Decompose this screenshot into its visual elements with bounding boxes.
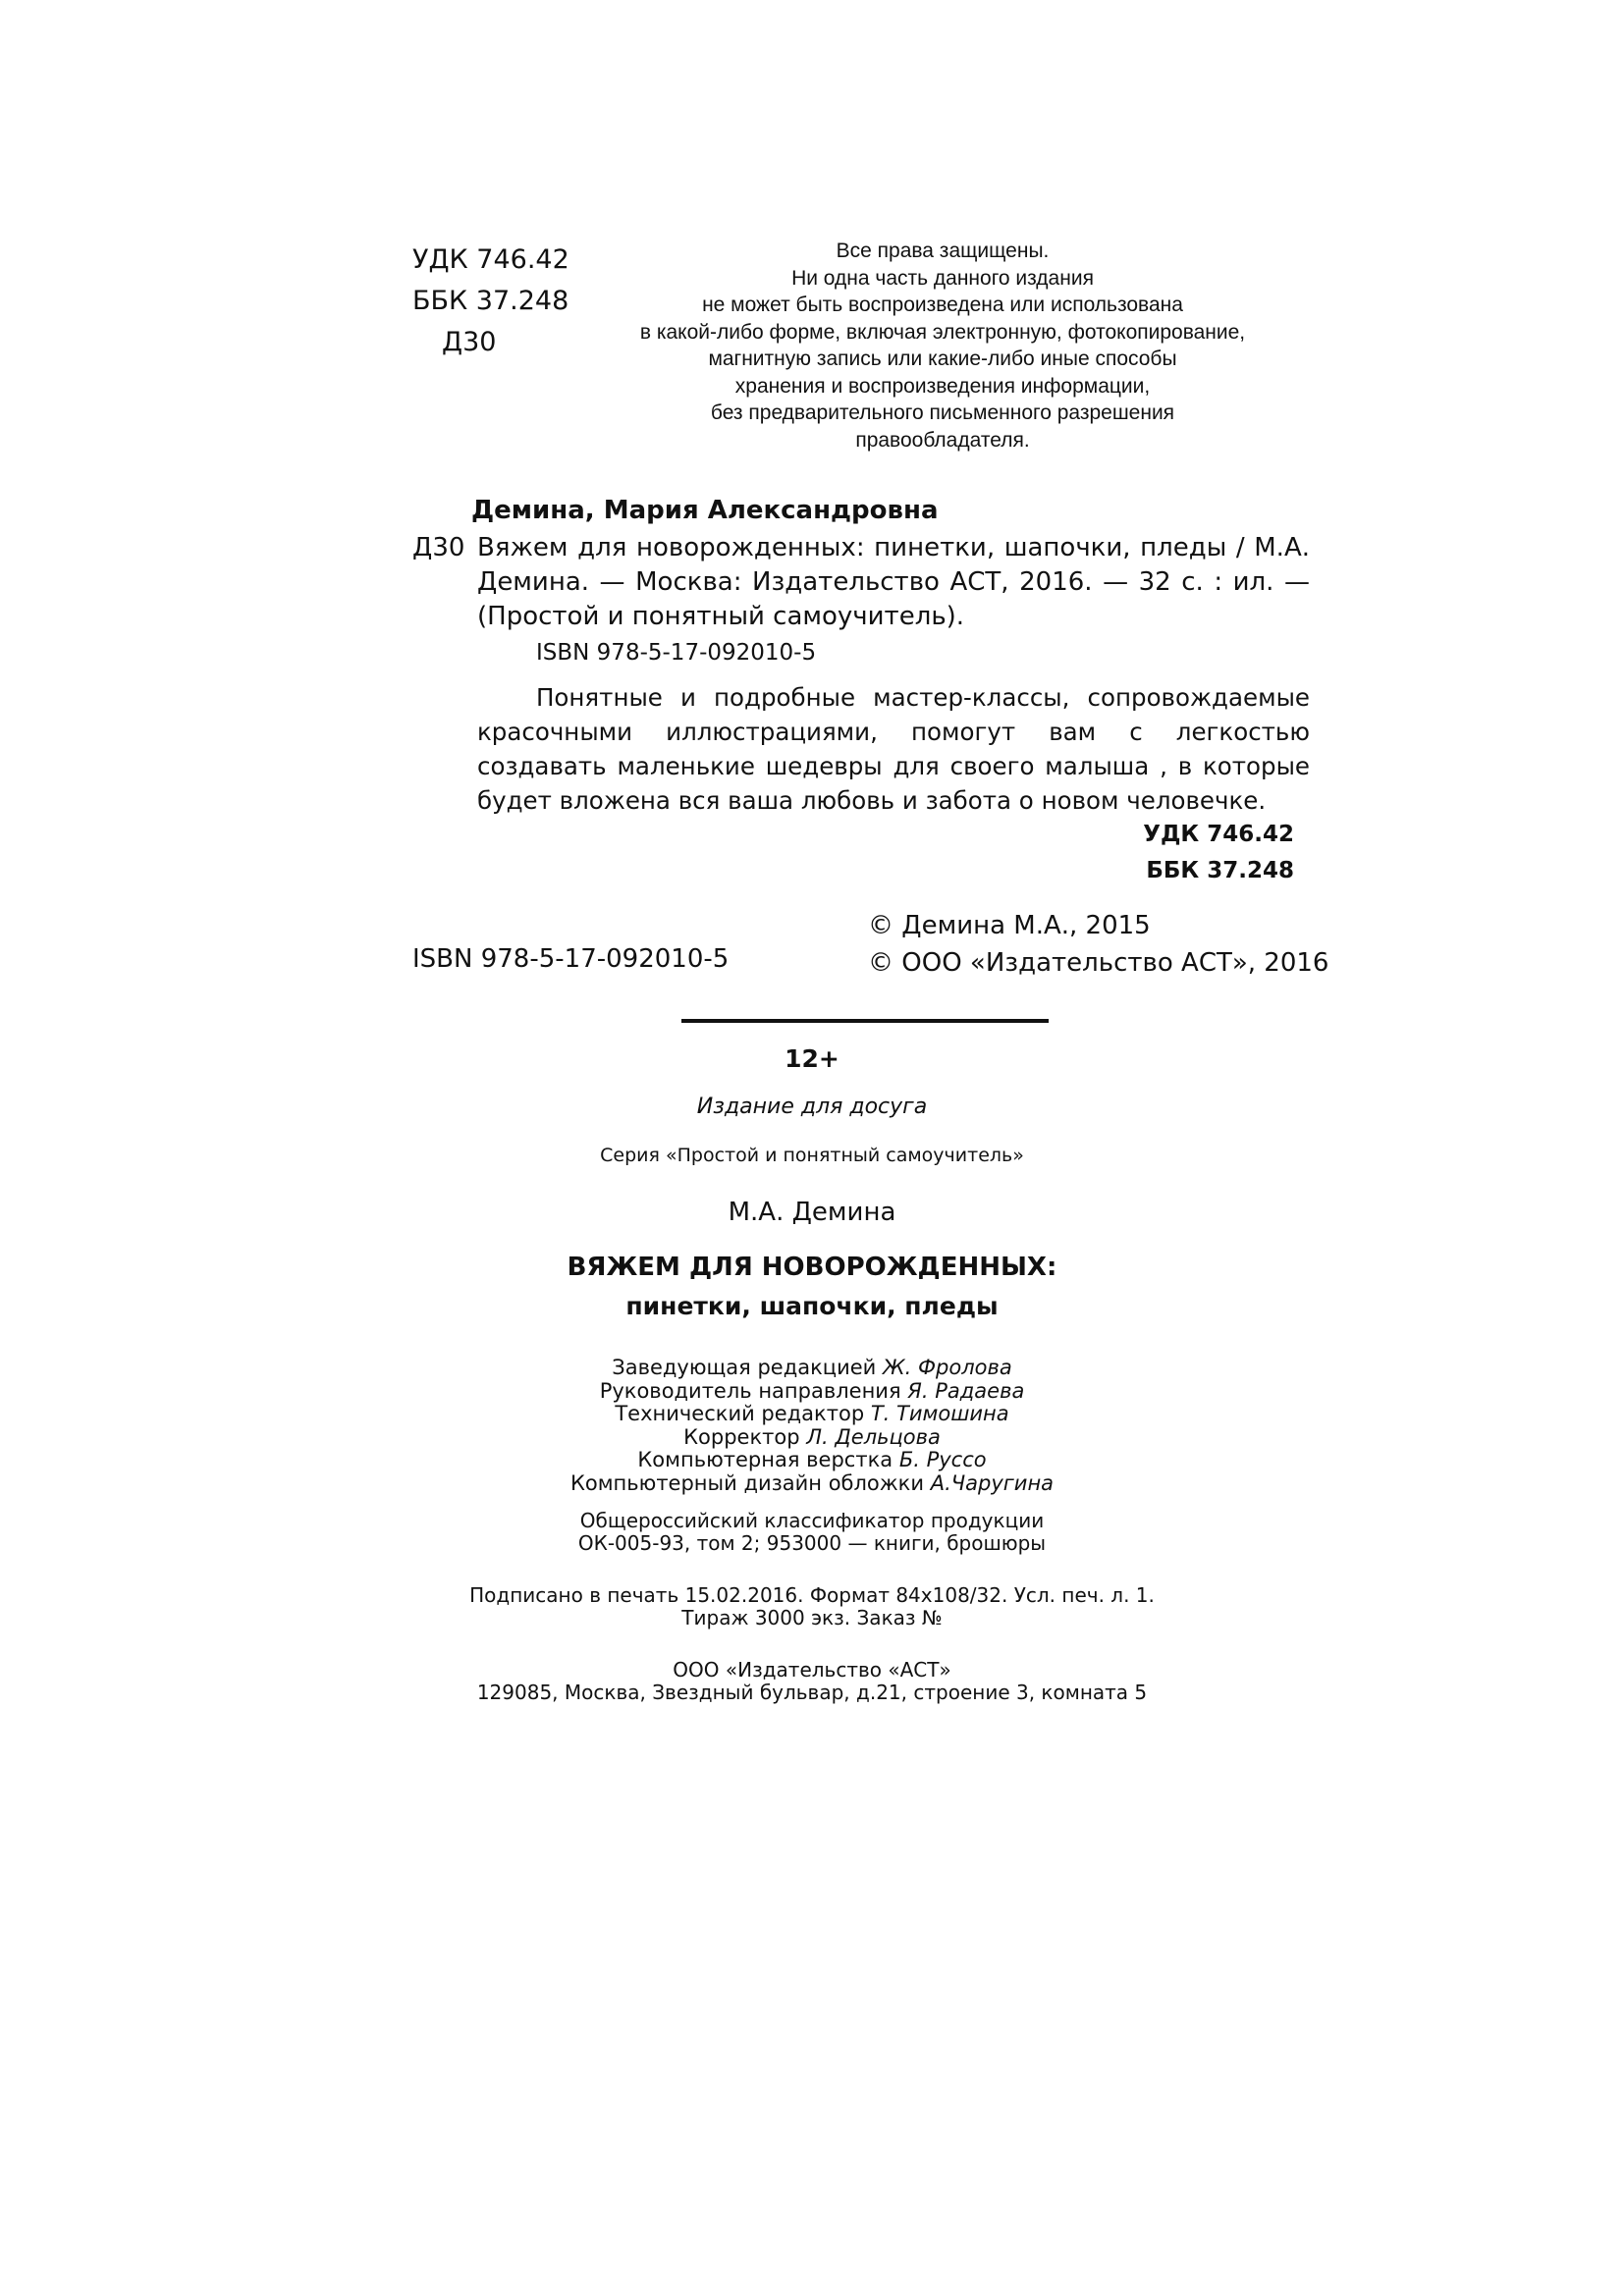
staff-person: Л. Дельцова — [806, 1424, 941, 1449]
record-author-heading: Демина, Мария Александровна — [471, 496, 939, 525]
staff-role: Корректор — [683, 1424, 800, 1449]
classification-codes — [412, 240, 569, 363]
rights-line: хранения и воспроизведения информации, — [734, 374, 1151, 398]
staff-role: Заведующая редакцией — [612, 1356, 877, 1379]
record-codes — [1070, 817, 1294, 889]
staff-person: Ж. Фролова — [882, 1356, 1012, 1379]
rights-line: не может быть воспроизведена или использована — [702, 294, 1183, 316]
staff-role: Компьютерный дизайн обложки — [569, 1470, 925, 1495]
book-subtitle: пинетки, шапочки, пледы — [625, 1292, 999, 1320]
rights-line: в какой-либо форме, включая электронную, фотокопирование, — [639, 320, 1246, 344]
rights-line: правообладателя. — [855, 428, 1030, 452]
copyright-publisher: © ООО «Издательство АСТ», 2016 — [868, 948, 1329, 978]
rights-line: магнитную запись или какие-либо иные способы — [708, 347, 1177, 370]
staff-person: А.Чаругина — [930, 1470, 1055, 1495]
printing-info — [0, 1584, 1624, 1629]
record-code: Д30 — [412, 533, 465, 562]
rights-notice — [579, 238, 1306, 454]
printing-line: Тираж 3000 экз. Заказ № — [681, 1606, 943, 1629]
classifier-line: Общероссийский классификатор продукции — [579, 1509, 1045, 1532]
staff-role: Компьютерная верстка — [637, 1448, 893, 1472]
book-title: ВЯЖЕМ ДЛЯ НОВОРОЖДЕННЫХ: — [567, 1253, 1057, 1282]
rights-line: без предварительного письменного разрешения — [710, 401, 1175, 424]
publisher-info — [0, 1659, 1624, 1704]
section-divider — [681, 1019, 1049, 1023]
record-isbn: ISBN 978-5-17-092010-5 — [536, 640, 817, 666]
main-isbn: ISBN 978-5-17-092010-5 — [412, 944, 730, 974]
staff-person: Я. Радаева — [907, 1378, 1025, 1403]
publisher-line: 129085, Москва, Звездный бульвар, д.21, строение 3, комната 5 — [476, 1681, 1148, 1704]
staff-role: Руководитель направления — [599, 1378, 901, 1403]
classifier-line: ОК-005-93, том 2; 953000 — книги, брошюры — [577, 1531, 1047, 1555]
staff-line — [0, 1426, 1624, 1450]
copyright-block — [868, 907, 1328, 982]
edition-type: Издание для досуга — [696, 1095, 928, 1119]
product-classifier — [0, 1510, 1624, 1555]
staff-role: Технический редактор — [615, 1402, 865, 1426]
staff-line — [0, 1357, 1624, 1380]
author-sign: Д30 — [442, 327, 497, 357]
record-udk: УДК 746.42 — [1143, 822, 1294, 847]
rights-line: Ни одна часть данного издания — [791, 266, 1094, 290]
printing-line: Подписано в печать 15.02.2016. Формат 84x108/32. Усл. печ. л. 1. — [469, 1583, 1155, 1607]
rights-line: Все права защищены. — [836, 240, 1050, 262]
staff-line — [0, 1472, 1624, 1496]
staff-line — [0, 1449, 1624, 1472]
udk-code: УДК 746.42 — [412, 244, 569, 275]
record-bbk: ББК 37.248 — [1146, 858, 1294, 883]
staff-credits — [0, 1357, 1624, 1496]
age-rating: 12+ — [785, 1044, 839, 1073]
series-name: Серия «Простой и понятный самоучитель» — [600, 1145, 1024, 1166]
staff-person: Т. Тимошина — [870, 1402, 1009, 1426]
staff-line — [0, 1380, 1624, 1404]
publisher-line: ООО «Издательство «АСТ» — [673, 1658, 951, 1682]
imprint-author: М.А. Демина — [728, 1198, 896, 1227]
staff-line — [0, 1403, 1624, 1426]
staff-person: Б. Руссо — [898, 1448, 987, 1472]
bbk-code: ББК 37.248 — [412, 286, 569, 316]
copyright-author: © Демина М.А., 2015 — [868, 911, 1151, 940]
record-description: Вяжем для новорожденных: пинетки, шапочки, пледы / М.А. Демина. — Москва: Издательство АСТ, 2016. — 32 с. : ил. — (Простой и понятный самоучитель). — [477, 533, 1310, 631]
record-annotation: Понятные и подробные мастер-классы, сопровождаемые красочными иллюстрациями, помогут вам с легкостью создавать маленькие шедевры для своего малыша , в которые будет вложена вся ваша любовь и забота о новом человечке. — [477, 683, 1310, 815]
